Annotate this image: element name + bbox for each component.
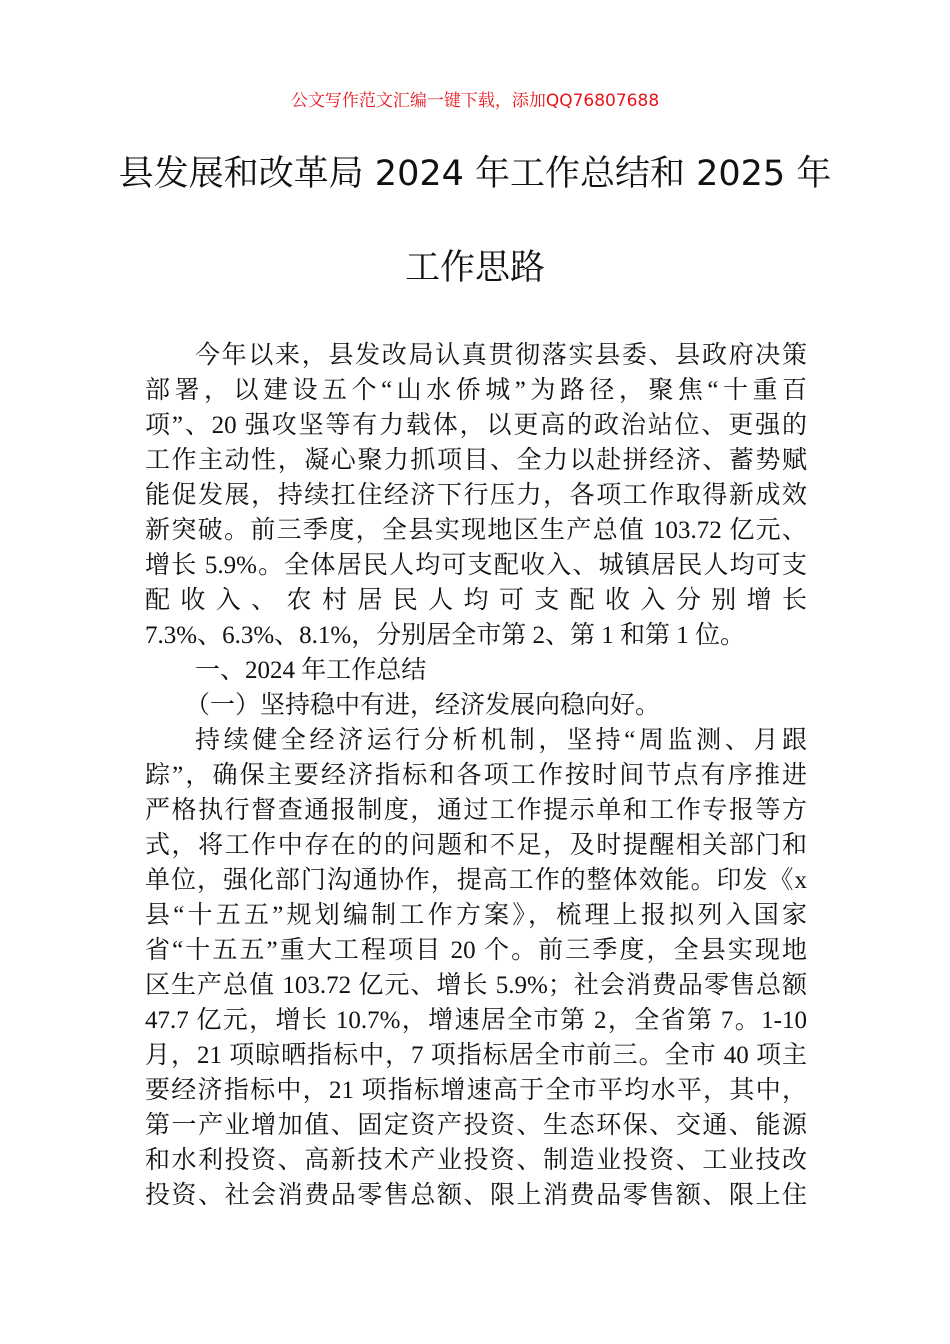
paragraph-line: 第一产业增加值、固定资产投资、生态环保、交通、能源 (145, 1112, 807, 1139)
paragraph-line: 持续健全经济运行分析机制，坚持“周监测、月跟 (195, 727, 807, 754)
download-notice: 公文写作范文汇编一键下载，添加QQ76807688 (290, 91, 660, 111)
paragraph-line: 区生产总值 103.72 亿元、增长 5.9%；社会消费品零售总额 (145, 972, 807, 999)
paragraph-line: 增长 5.9%。全体居民人均可支配收入、城镇居民人均可支 (145, 552, 807, 579)
section-heading: 一、2024 年工作总结 (195, 657, 427, 684)
paragraph-line: 能促发展，持续扛住经济下行压力，各项工作取得新成效 (145, 482, 807, 509)
subsection-heading: （一）坚持稳中有进，经济发展向稳向好。 (185, 692, 661, 719)
paragraph-line: 和水利投资、高新技术产业投资、制造业投资、工业技改 (145, 1147, 807, 1174)
paragraph-line: 月，21 项晾晒指标中，7 项指标居全市前三。全市 40 项主 (145, 1042, 807, 1069)
paragraph-line: 今年以来，县发改局认真贯彻落实县委、县政府决策 (195, 342, 807, 369)
paragraph-line: 项”、20 强攻坚等有力载体，以更高的政治站位、更强的 (145, 412, 807, 439)
paragraph-line: 单位，强化部门沟通协作，提高工作的整体效能。印发《x (145, 867, 807, 894)
paragraph-line: 47.7 亿元，增长 10.7%，增速居全市第 2，全省第 7。1-10 (145, 1007, 807, 1034)
paragraph-line: 新突破。前三季度，全县实现地区生产总值 103.72 亿元、 (145, 517, 807, 544)
paragraph-line: 部署，以建设五个“山水侨城”为路径，聚焦“十重百 (145, 377, 807, 404)
paragraph-line: 县“十五五”规划编制工作方案》，梳理上报拟列入国家 (145, 902, 807, 929)
document-title-line-2: 工作思路 (404, 248, 545, 288)
paragraph-line: 工作主动性，凝心聚力抓项目、全力以赴拼经济、蓄势赋 (145, 447, 807, 474)
paragraph-line: 踪”，确保主要经济指标和各项工作按时间节点有序推进 (145, 762, 807, 789)
paragraph-line: 严格执行督查通报制度，通过工作提示单和工作专报等方 (145, 797, 807, 824)
paragraph-line: 投资、社会消费品零售总额、限上消费品零售额、限上住 (145, 1182, 807, 1209)
paragraph-line: 省“十五五”重大工程项目 20 个。前三季度，全县实现地 (145, 937, 807, 964)
document-title-line-1: 县发展和改革局 2024 年工作总结和 2025 年 (118, 154, 832, 194)
paragraph-line: 要经济指标中，21 项指标增速高于全市平均水平，其中， (145, 1077, 807, 1104)
paragraph-line: 配收入、农村居民人均可支配收入分别增长 (145, 587, 807, 614)
paragraph-line: 7.3%、6.3%、8.1%，分别居全市第 2、第 1 和第 1 位。 (145, 622, 745, 649)
paragraph-line: 式，将工作中存在的的问题和不足，及时提醒相关部门和 (145, 832, 807, 859)
